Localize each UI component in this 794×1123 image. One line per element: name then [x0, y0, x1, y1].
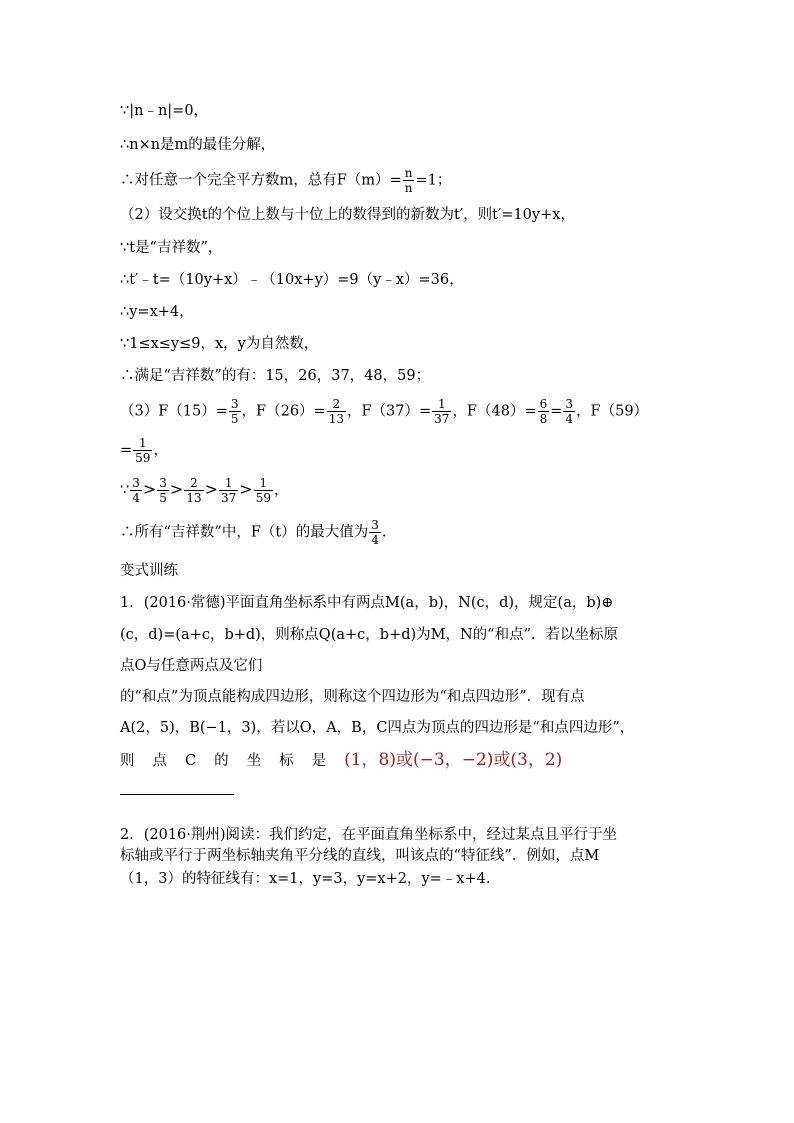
question-2-line-3: （1，3）的特征线有：x=1，y=3，y=x+2，y=﹣x+4.	[120, 871, 491, 887]
solution-line-13: ∴所有“吉祥数”中，F（t）的最大值为 $\frac{3}{4}$ .	[120, 518, 387, 547]
solution-line-7: ∴y=x+4，	[120, 304, 194, 320]
solution-line-9: ∴满足“吉祥数”的有：15，26，37，48，59；	[120, 368, 431, 384]
fraction: $\frac{1}{59}$	[135, 436, 151, 465]
answer-text: (1，8)或(−3，−2)或(3，2)	[344, 750, 563, 770]
greater-than-sign: >	[142, 479, 157, 499]
fraction: $\frac{3}{5}$	[159, 476, 167, 505]
fraction: $\frac{n}{n}$	[404, 166, 413, 195]
question-1-line-3: 点O与任意两点及它们	[120, 658, 263, 674]
fraction: $\frac{3}{4}$	[132, 476, 140, 505]
fraction: $\frac{1}{59}$	[255, 476, 271, 505]
solution-line-3: ∴对任意一个完全平方数m，总有F（m）= $\frac{n}{n}$ =1；	[120, 166, 452, 195]
section-title: 变式训练	[120, 563, 178, 579]
greater-than-sign: >	[239, 479, 253, 499]
question-1-line-1: 1．(2016·常德)平面直角坐标系中有两点M(a，b)，N(c，d)，规定(a，b)⊕	[120, 595, 614, 611]
solution-line-2: ∴n×n是m的最佳分解，	[120, 137, 276, 153]
fraction: $\frac{1}{37}$	[221, 476, 237, 505]
fraction: $\frac{3}{4}$	[565, 397, 574, 426]
solution-line-5: ∵t是“吉祥数”，	[120, 240, 223, 256]
fraction: $\frac{2}{13}$	[186, 476, 202, 505]
greater-than-sign: >	[204, 479, 219, 499]
question-1-prompt: 则点C的坐标是	[120, 753, 345, 769]
solution-line-4: （2）设交换t的个位上数与十位上的数得到的新数为t′，则t′=10y+x，	[120, 207, 575, 223]
answer-blank-line	[120, 794, 234, 795]
question-1-line-6	[120, 750, 562, 771]
solution-line-10: （3）F（15）= $\frac{3}{5}$ ，F（26）= $\frac{2}{13}$ ，F（37）= $\frac{1}{37}$ ，F（48）= $\frac{6}{8}$ = $\frac{3}{4}$ ，F（59）	[120, 397, 649, 426]
solution-line-12: ∵ $\frac{3}{4}$ > $\frac{3}{5}$ > $\frac{2}{13}$ > $\frac{1}{37}$ > $\frac{1}{59}$ ，	[120, 476, 289, 505]
solution-line-11: = $\frac{1}{59}$ ，	[120, 436, 168, 465]
fraction: $\frac{2}{13}$	[328, 397, 344, 426]
fraction: $\frac{1}{37}$	[434, 397, 450, 426]
question-1-line-4: 的“和点”为顶点能构成四边形，则称这个四边形为“和点四边形”．现有点	[120, 689, 585, 705]
solution-line-8: ∵1≤x≤y≤9，x，y为自然数，	[120, 336, 319, 352]
greater-than-sign: >	[169, 479, 184, 499]
question-1-line-5: A(2，5)，B(−1，3)，若以O，A，B，C四点为顶点的四边形是“和点四边形”，	[120, 720, 635, 736]
question-2-line-1: 2．(2016·荆州)阅读：我们约定，在平面直角坐标系中，经过某点且平行于坐	[120, 827, 618, 843]
fraction: $\frac{3}{5}$	[230, 397, 239, 426]
question-1-line-2: (c，d)=(a+c，b+d)，则称点Q(a+c，b+d)为M，N的“和点”．若以坐标原	[120, 627, 618, 643]
fraction: $\frac{3}{4}$	[371, 518, 379, 547]
question-2-line-2: 标轴或平行于两坐标轴夹角平分线的直线，叫该点的“特征线”．例如，点M	[120, 848, 600, 864]
solution-line-6: ∴t′﹣t=（10y+x）﹣（10x+y）=9（y﹣x）=36，	[120, 272, 464, 288]
solution-line-1: ∵|n﹣n|=0，	[120, 103, 209, 119]
fraction: $\frac{6}{8}$	[539, 397, 548, 426]
